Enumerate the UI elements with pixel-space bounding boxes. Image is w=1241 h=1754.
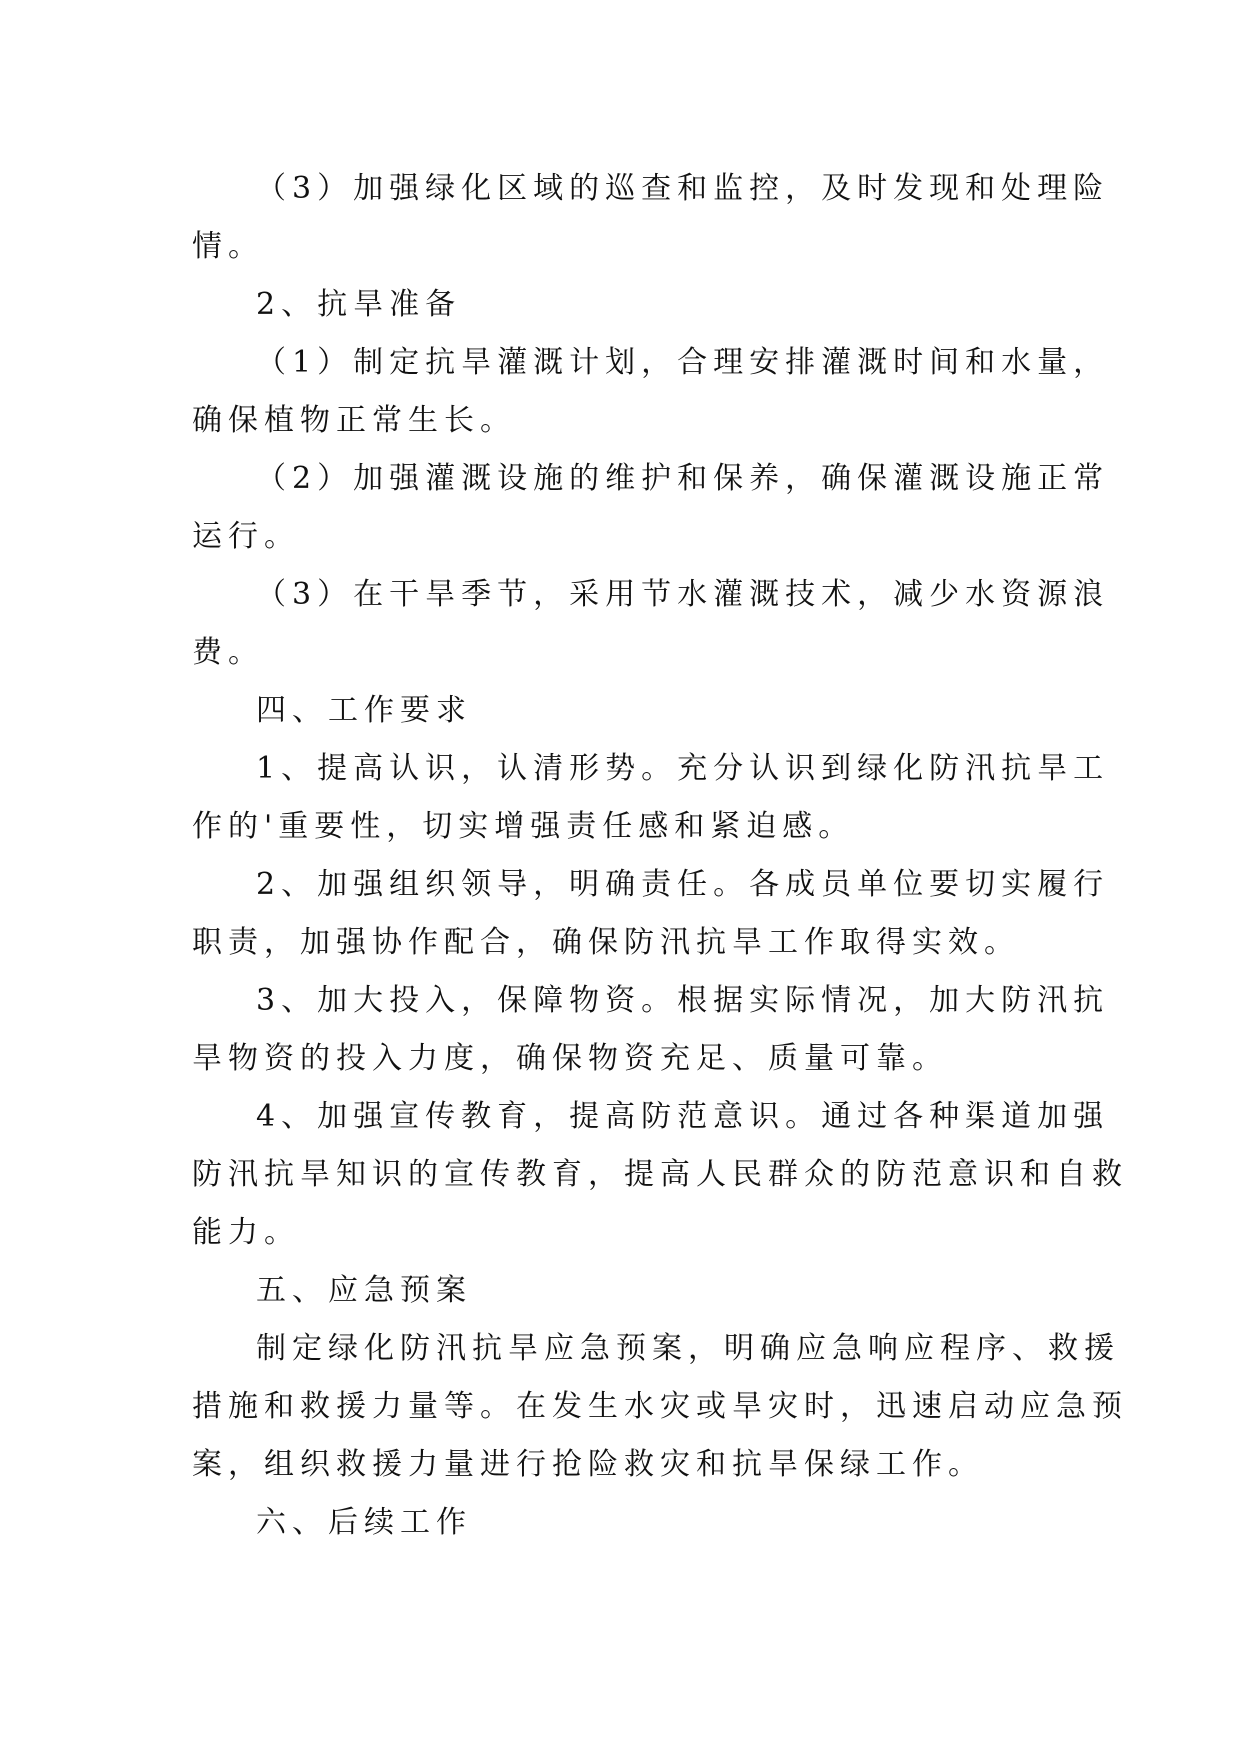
paragraph-line: 4、加强宣传教育，提高防范意识。通过各种渠道加强 bbox=[256, 1099, 1110, 1134]
paragraph-line: 2、加强组织领导，明确责任。各成员单位要切实履行 bbox=[256, 867, 1110, 902]
paragraph-line: 费。 bbox=[192, 635, 264, 670]
paragraph-line: 制定绿化防汛抗旱应急预案，明确应急响应程序、救援 bbox=[256, 1331, 1120, 1366]
paragraph-line: 1、提高认识，认清形势。充分认识到绿化防汛抗旱工 bbox=[256, 751, 1110, 786]
paragraph-line: 旱物资的投入力度，确保物资充足、质量可靠。 bbox=[192, 1041, 948, 1076]
paragraph-line: 职责，加强协作配合，确保防汛抗旱工作取得实效。 bbox=[192, 925, 1020, 960]
paragraph-line: 防汛抗旱知识的宣传教育，提高人民群众的防范意识和自救 bbox=[192, 1157, 1128, 1192]
paragraph-line: 确保植物正常生长。 bbox=[192, 403, 516, 438]
paragraph-line: （3）加强绿化区域的巡查和监控，及时发现和处理险 bbox=[256, 171, 1110, 206]
paragraph-line: （1）制定抗旱灌溉计划，合理安排灌溉时间和水量， bbox=[256, 345, 1110, 380]
paragraph-line: 作的'重要性，切实增强责任感和紧迫感。 bbox=[192, 809, 855, 844]
section-heading: 六、后续工作 bbox=[256, 1505, 472, 1540]
section-heading: 五、应急预案 bbox=[256, 1273, 472, 1308]
paragraph-line: 3、加大投入，保障物资。根据实际情况，加大防汛抗 bbox=[256, 983, 1110, 1018]
section-heading: 2、抗旱准备 bbox=[256, 287, 462, 322]
paragraph-line: 措施和救援力量等。在发生水灾或旱灾时，迅速启动应急预 bbox=[192, 1389, 1128, 1424]
paragraph-line: 案，组织救援力量进行抢险救灾和抗旱保绿工作。 bbox=[192, 1447, 984, 1482]
document-body bbox=[192, 160, 1128, 1552]
paragraph-line: 能力。 bbox=[192, 1215, 300, 1250]
paragraph-line: （2）加强灌溉设施的维护和保养，确保灌溉设施正常 bbox=[256, 461, 1110, 496]
paragraph-line: 情。 bbox=[192, 229, 264, 264]
paragraph-line: （3）在干旱季节，采用节水灌溉技术，减少水资源浪 bbox=[256, 577, 1110, 612]
section-heading: 四、工作要求 bbox=[256, 693, 472, 728]
paragraph-line: 运行。 bbox=[192, 519, 300, 554]
